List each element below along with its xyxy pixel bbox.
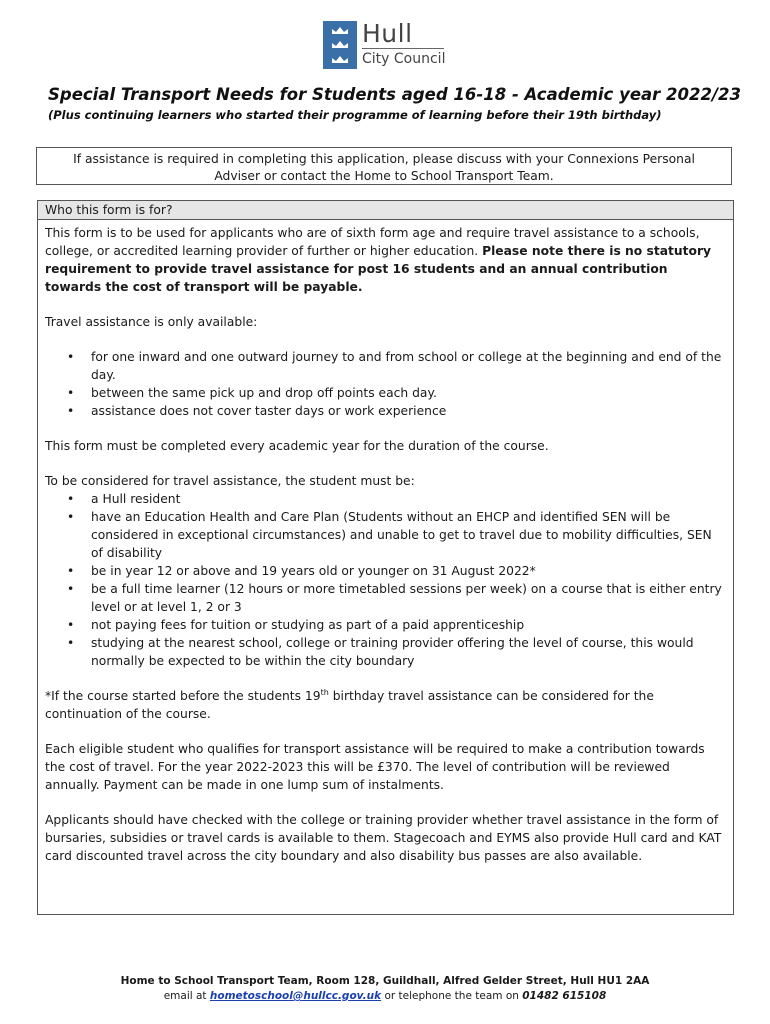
list-item: • assistance does not cover taster days or work experience xyxy=(45,402,725,420)
list-item: • for one inward and one outward journey to and from school or college at the beginning and end of the day. xyxy=(45,348,725,384)
intro-text: This form is to be used for applicants who are of sixth form age and require travel assistance to a schools, college, or accredited learning provider of further or higher education. xyxy=(45,226,700,258)
footer-contact xyxy=(0,989,770,1004)
list-item: • a Hull resident xyxy=(45,490,725,508)
availability-intro: Travel assistance is only available: xyxy=(45,315,258,329)
footnote-superscript: th xyxy=(320,687,329,697)
phone-prefix: or telephone the team on xyxy=(381,990,523,1002)
footnote-text: *If the course started before the students 19 xyxy=(45,689,321,703)
phone-number: 01482 615108 xyxy=(522,990,607,1002)
assistance-notice xyxy=(36,147,732,185)
logo-divider xyxy=(362,48,444,49)
annual-requirement: This form must be completed every academic year for the duration of the course. xyxy=(45,439,549,453)
council-logo xyxy=(323,21,445,71)
crown-crest-icon xyxy=(323,21,357,69)
list-item: • between the same pick up and drop off points each day. xyxy=(45,384,725,402)
section-heading: Who this form is for? xyxy=(38,201,733,220)
page-title: Special Transport Needs for Students aged 16-18 - Academic year 2022/23 xyxy=(48,85,741,104)
email-link[interactable]: hometoschool@hullcc.gov.uk xyxy=(209,990,382,1002)
intro-bold-text: Please note there is no statutory requirement to provide travel assistance for post 16 students and an annual contribution towards the cost of transport will be payable. xyxy=(45,244,712,294)
applicants-paragraph: Applicants should have checked with the college or training provider whether travel assistance in the form of bursaries, subsidies or travel cards is available to them. Stagecoach and EYMS also provide Hull card and KAT card discounted travel across the city boundary and also disability bus passes are also available. xyxy=(45,813,722,863)
footnote xyxy=(45,687,725,723)
list-item: • be in year 12 or above and 19 years old or younger on 31 August 2022* xyxy=(45,562,725,580)
page-subtitle: (Plus continuing learners who started their programme of learning before their 19th birthday) xyxy=(48,108,662,122)
criteria-intro: To be considered for travel assistance, the student must be: xyxy=(45,474,415,488)
notice-line-2: Adviser or contact the Home to School Transport Team. xyxy=(214,169,554,183)
list-item: • be a full time learner (12 hours or more timetabled sessions per week) on a course that is either entry level or at level 1, 2 or 3 xyxy=(45,580,725,616)
eligibility-section xyxy=(37,200,734,915)
footer-address: Home to School Transport Team, Room 128, Guildhall, Alfred Gelder Street, Hull HU1 2AA xyxy=(120,975,650,987)
logo-subtitle: City Council xyxy=(362,51,446,67)
notice-line-1: If assistance is required in completing this application, please discuss with your Connexions Personal xyxy=(73,152,695,166)
contribution-paragraph: Each eligible student who qualifies for transport assistance will be required to make a contribution towards the cost of travel. For the year 2022-2023 this will be £370. The level of contribution will be reviewed annually. Payment can be made in one lump sum of instalments. xyxy=(45,742,705,792)
logo-name: Hull xyxy=(362,19,413,48)
intro-paragraph xyxy=(45,224,725,296)
email-prefix: email at xyxy=(163,990,210,1002)
availability-list xyxy=(45,348,725,420)
list-item: • have an Education Health and Care Plan (Students without an EHCP and identified SEN will be considered in exceptional circumstances) and unable to get to travel due to mobility difficulties, SEN of disability xyxy=(45,508,725,562)
list-item: • studying at the nearest school, college or training provider offering the level of course, this would normally be expected to be within the city boundary xyxy=(45,634,725,670)
footnote-text-end: birthday travel assistance can be considered for the continuation of the course. xyxy=(45,689,654,721)
list-item: • not paying fees for tuition or studying as part of a paid apprenticeship xyxy=(45,616,725,634)
criteria-list xyxy=(45,490,725,670)
